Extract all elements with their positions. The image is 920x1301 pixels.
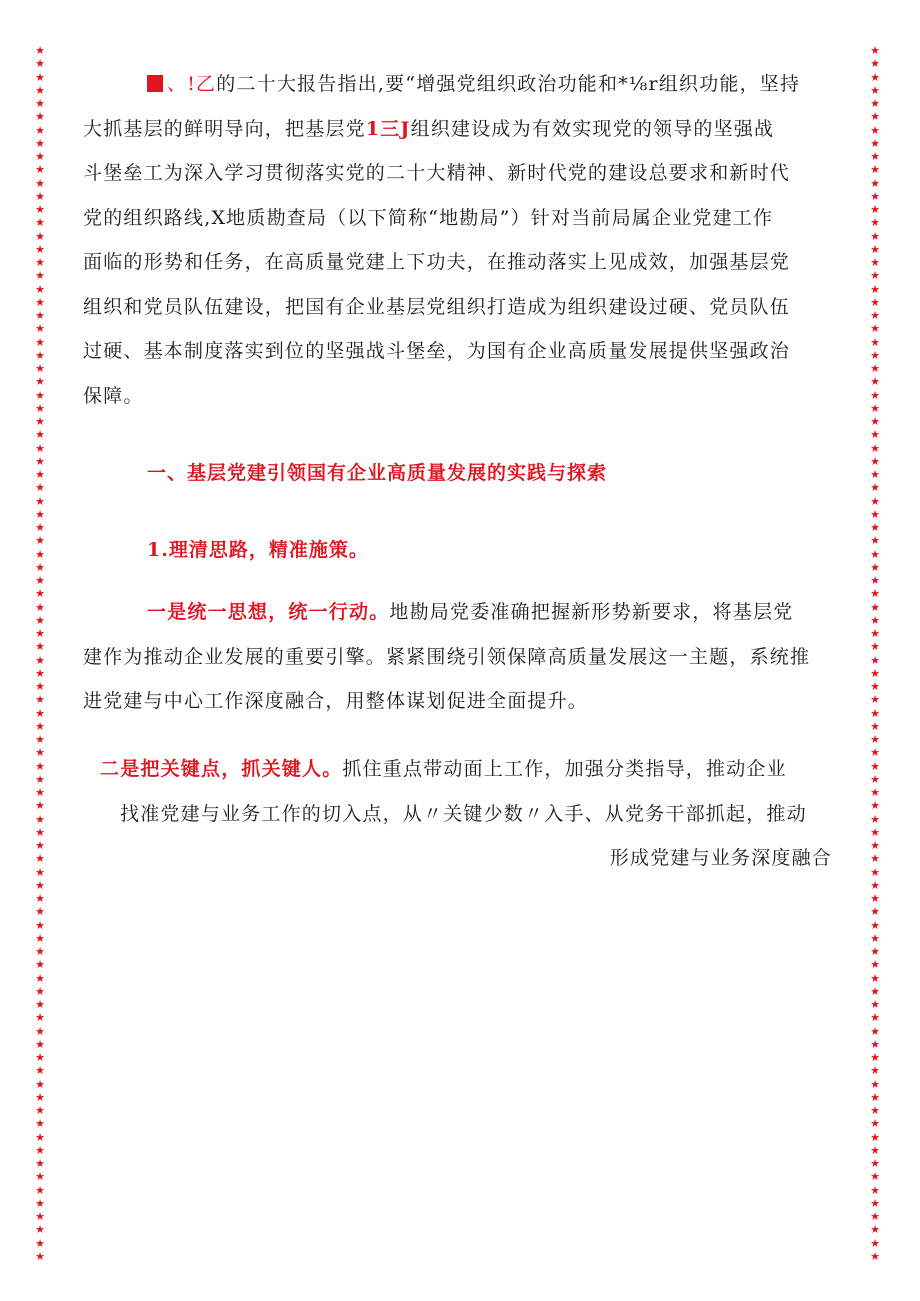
intro-inline-red-marks: 1三J bbox=[365, 117, 411, 140]
intro-line-7: 过硬、基本制度落实到位的坚强战斗堡垒，为国有企业高质量发展提供坚强政治 bbox=[83, 340, 791, 362]
intro-line-2a: 大抓基层的鲜明导向，把基层党 bbox=[83, 117, 366, 140]
para1-lead: 一是统一思想，统一行动。 bbox=[147, 601, 390, 623]
left-star-border: ★ ★ ★ ★ ★ ★ ★ ★ ★ ★ ★ ★ ★ ★ ★ ★ ★ ★ ★ ★ ★ ★ ★ ★ ★ ★ ★ ★ ★ ★ ★ ★ ★ ★ ★ ★ ★ ★ ★ ★ ★ ★ ★ ★ ★ ★ ★ ★ ★ ★ ★ ★ ★ ★ ★ ★ ★ ★ ★ ★ ★ ★ ★ ★ ★ ★ ★ ★ ★ ★ ★ ★ ★ ★ ★ ★ ★ ★ ★ ★ ★ ★ ★ ★ ★ ★ ★ ★ ★ ★ ★ ★ bbox=[35, 44, 45, 1263]
para2-line-3: 形成党建与业务深度融合 bbox=[609, 847, 832, 869]
intro-line-8: 保障。 bbox=[83, 384, 144, 407]
para1-line-2: 建作为推动企业发展的重要引擎。紧紧围绕引领保障高质量发展这一主题，系统推 bbox=[83, 645, 811, 668]
intro-line-3: 斗堡垒工为深入学习贯彻落实党的二十大精神、新时代党的建设总要求和新时代 bbox=[83, 162, 791, 184]
para2-line-2: 找准党建与业务工作的切入点，从〃关键少数〃入手、从党务干部抓起，推动 bbox=[120, 802, 807, 825]
intro-line-1: 的二十大报告指出,要“增强党组织政治功能和*⅛r组织功能，坚持 bbox=[216, 73, 801, 95]
intro-lead-marks: 、!乙 bbox=[167, 73, 217, 95]
paragraph-unify-thinking bbox=[83, 590, 855, 724]
subheading: 1.理清思路，精准施策。 bbox=[147, 539, 369, 561]
section-heading: 一、基层党建引领国有企业高质量发展的实践与探索 bbox=[147, 462, 608, 484]
red-block-mark bbox=[147, 75, 163, 92]
para2-line-1: 抓住重点带动面上工作，加强分类指导，推动企业 bbox=[342, 758, 787, 780]
intro-line-5: 面临的形势和任务，在高质量党建上下功夫，在推动落实上见成效，加强基层党 bbox=[83, 251, 791, 273]
intro-paragraph bbox=[83, 62, 851, 418]
right-star-border: ★ ★ ★ ★ ★ ★ ★ ★ ★ ★ ★ ★ ★ ★ ★ ★ ★ ★ ★ ★ ★ ★ ★ ★ ★ ★ ★ ★ ★ ★ ★ ★ ★ ★ ★ ★ ★ ★ ★ ★ ★ ★ ★ ★ ★ ★ ★ ★ ★ ★ ★ ★ ★ ★ ★ ★ ★ ★ ★ ★ ★ ★ ★ ★ ★ ★ ★ ★ ★ ★ ★ ★ ★ ★ ★ ★ ★ ★ ★ ★ ★ ★ ★ ★ ★ ★ ★ ★ ★ ★ ★ ★ bbox=[870, 44, 880, 1263]
intro-line-2b: 组织建设成为有效实现党的领导的坚强战 bbox=[410, 117, 775, 140]
para1-line-3: 进党建与中心工作深度融合，用整体谋划促进全面提升。 bbox=[83, 690, 589, 712]
paragraph-key-points bbox=[100, 747, 840, 881]
intro-line-4: 党的组织路线,X地质勘查局（以下简称“地勘局”）针对当前局属企业党建工作 bbox=[83, 206, 774, 229]
para1-line-1: 地勘局党委准确把握新形势新要求，将基层党 bbox=[389, 601, 794, 623]
intro-line-6: 组织和党员队伍建设，把国有企业基层党组织打造成为组织建设过硬、党员队伍 bbox=[83, 295, 791, 318]
para2-lead: 二是把关键点，抓关键人。 bbox=[100, 758, 343, 780]
